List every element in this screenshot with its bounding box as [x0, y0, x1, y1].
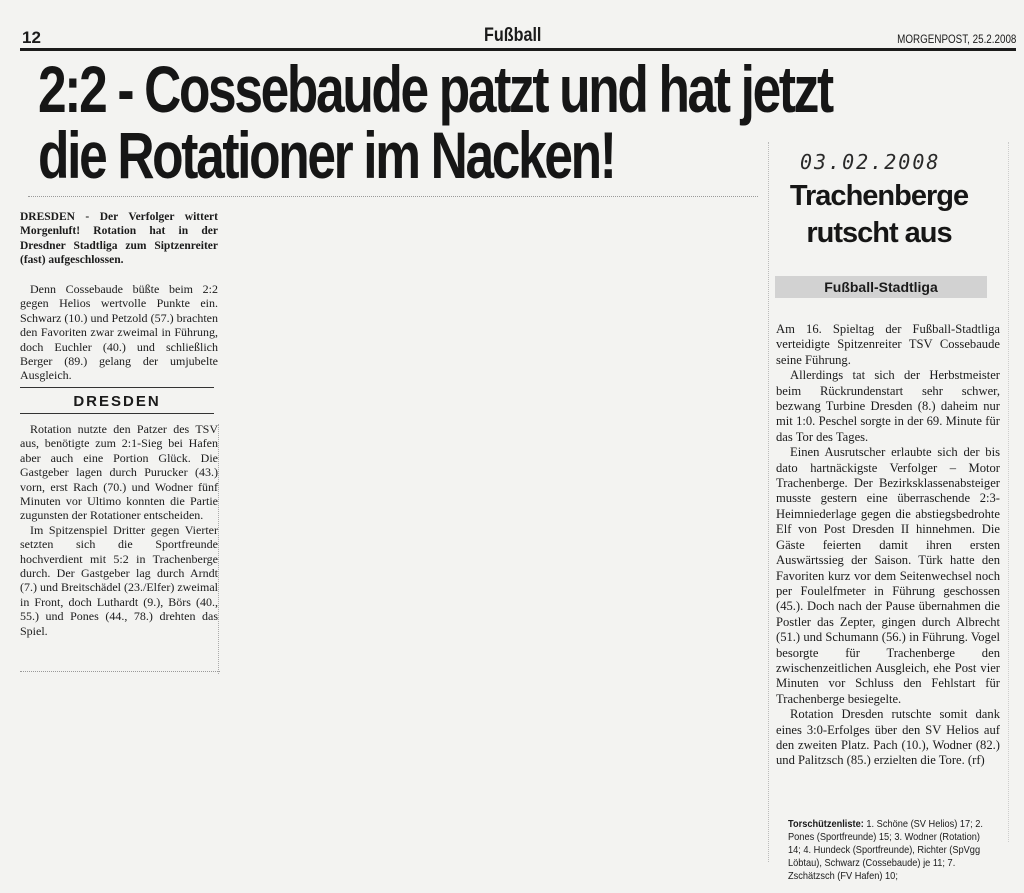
article-paragraph-1 — [20, 282, 218, 383]
paragraph-3-text: Im Spitzenspiel Dritter gegen Vierter setzten sich die Sportfreunde hochverdient mit 5:2 in Trachenberge durch. Der Gastgeber lag durch Arndt (7.) und Breitschädel (23./Elfer) zweimal in Front, doch Luthardt (9.), Börs (40., 55.) und Pones (44., 78.) drehten das Spiel. — [20, 522, 218, 638]
header-rule — [20, 48, 1016, 51]
kicker-label: Fußball-Stadtliga — [775, 276, 987, 298]
scorers-list — [788, 818, 990, 883]
scorers-label: Torschützenliste: — [788, 818, 864, 830]
source-line: MORGENPOST, 25.2.2008 — [896, 32, 1016, 46]
paragraph-1-text: Denn Cossebaude büßte beim 2:2 gegen Helios wertvolle Punkte ein. Schwarz (10.) und Petzold (57.) brachten den Favoriten zwar zweimal in Führung, doch Euchler (40.) und schließlich Berger (89.) gelang der umjubelte Ausgleich. — [20, 282, 218, 383]
side-paragraph-2: Allerdings tat sich der Herbstmeister beim Rückrundenstart sehr schwer, bezwang Turbine Dresden (8.) daheim nur mit 1:0. Peschel sorgte in der 69. Minute für das Tor des Tages. — [776, 368, 1000, 444]
side-paragraph-3: Einen Ausrutscher erlaubte sich der bis dato hartnäckigste Verfolger – Motor Trachenberge. Der Bezirksklassenabsteiger musste gestern eine überraschende 2:3-Heimniederlage gegen die abstiegsbedrohte Elf von Post Dresden II hinnehmen. Die Gäste feierten damit ihren ersten Auswärtssieg der Saison. Türk hatte den Favoriten kurz vor dem Seitenwechsel noch per Foulelfmeter in Führung geschossen (45.). Doch nach der Pause übernahmen die Postler das Zepter, gingen durch Albrecht (51.) und Schumann (56.) in Führung. Vogel besorgte für Trachenberge den zwischenzeitlichen Ausgleich, ehe Post vier Minuten vor Schluss den Fehlstart für Trachenberge besiegelte. — [776, 445, 1000, 706]
headline-line-2: die Rotationer im Nacken! — [38, 118, 615, 192]
clipping-edge — [218, 424, 219, 674]
headline-divider — [28, 196, 758, 197]
side-headline-line-1: Trachenberge — [789, 180, 969, 212]
subhead-dresden: DRESDEN — [20, 393, 214, 414]
clipping-bottom-edge — [20, 671, 220, 672]
column-rule — [20, 387, 214, 388]
side-headline — [764, 178, 994, 252]
side-headline-line-2: rutscht aus — [806, 217, 952, 249]
headline-line-1: 2:2 - Cossebaude patzt und hat jetzt — [38, 52, 832, 126]
scorers-text: 1. Schöne (SV Helios) 17; 2. Pones (Sportfreunde) 15; 3. Wodner (Rotation) 14; 4. Hundeck (Sportfreunde), Richter (SpVgg Löbtau), Schwarz (Cossebaude) je 11; 7. Zschätzsch (FV Hafen) 10; — [788, 818, 983, 882]
side-paragraph-1: Am 16. Spieltag der Fußball-Stadtliga verteidigte Spitzenreiter TSV Cossebaude seine Führung. — [776, 322, 1000, 367]
lead-text: DRESDEN - Der Verfolger wittert Morgenluft! Rotation hat in der Dresdner Stadtliga zum Siptzenreiter (fast) aufgeschlossen. — [20, 211, 218, 267]
section-title: Fußball — [484, 25, 542, 46]
handwritten-date: 03.02.2008 — [800, 150, 941, 174]
clipping-edge-right — [1008, 142, 1009, 842]
side-article-body — [776, 322, 1000, 769]
side-paragraph-4: Rotation Dresden rutschte somit dank eines 3:0-Erfolges über den SV Helios auf den zweiten Platz. Pach (10.), Wodner (82.) und Palitzsch (85.) erzielten die Tore. (rf) — [776, 707, 1000, 768]
article-lead — [20, 210, 218, 268]
page-number: 12 — [22, 28, 41, 47]
paragraph-2-text: Rotation nutzte den Patzer des TSV aus, benötigte zum 2:1-Sieg bei Hafen aber auch eine Portion Glück. Die Gastgeber lagen durch Purucker (43.) vorn, erst Rach (70.) und Wodner fünf Minuten vor Ultimo konnten die Partie zugunsten der Rotationer entscheiden. — [20, 422, 218, 523]
article-body — [20, 422, 218, 638]
